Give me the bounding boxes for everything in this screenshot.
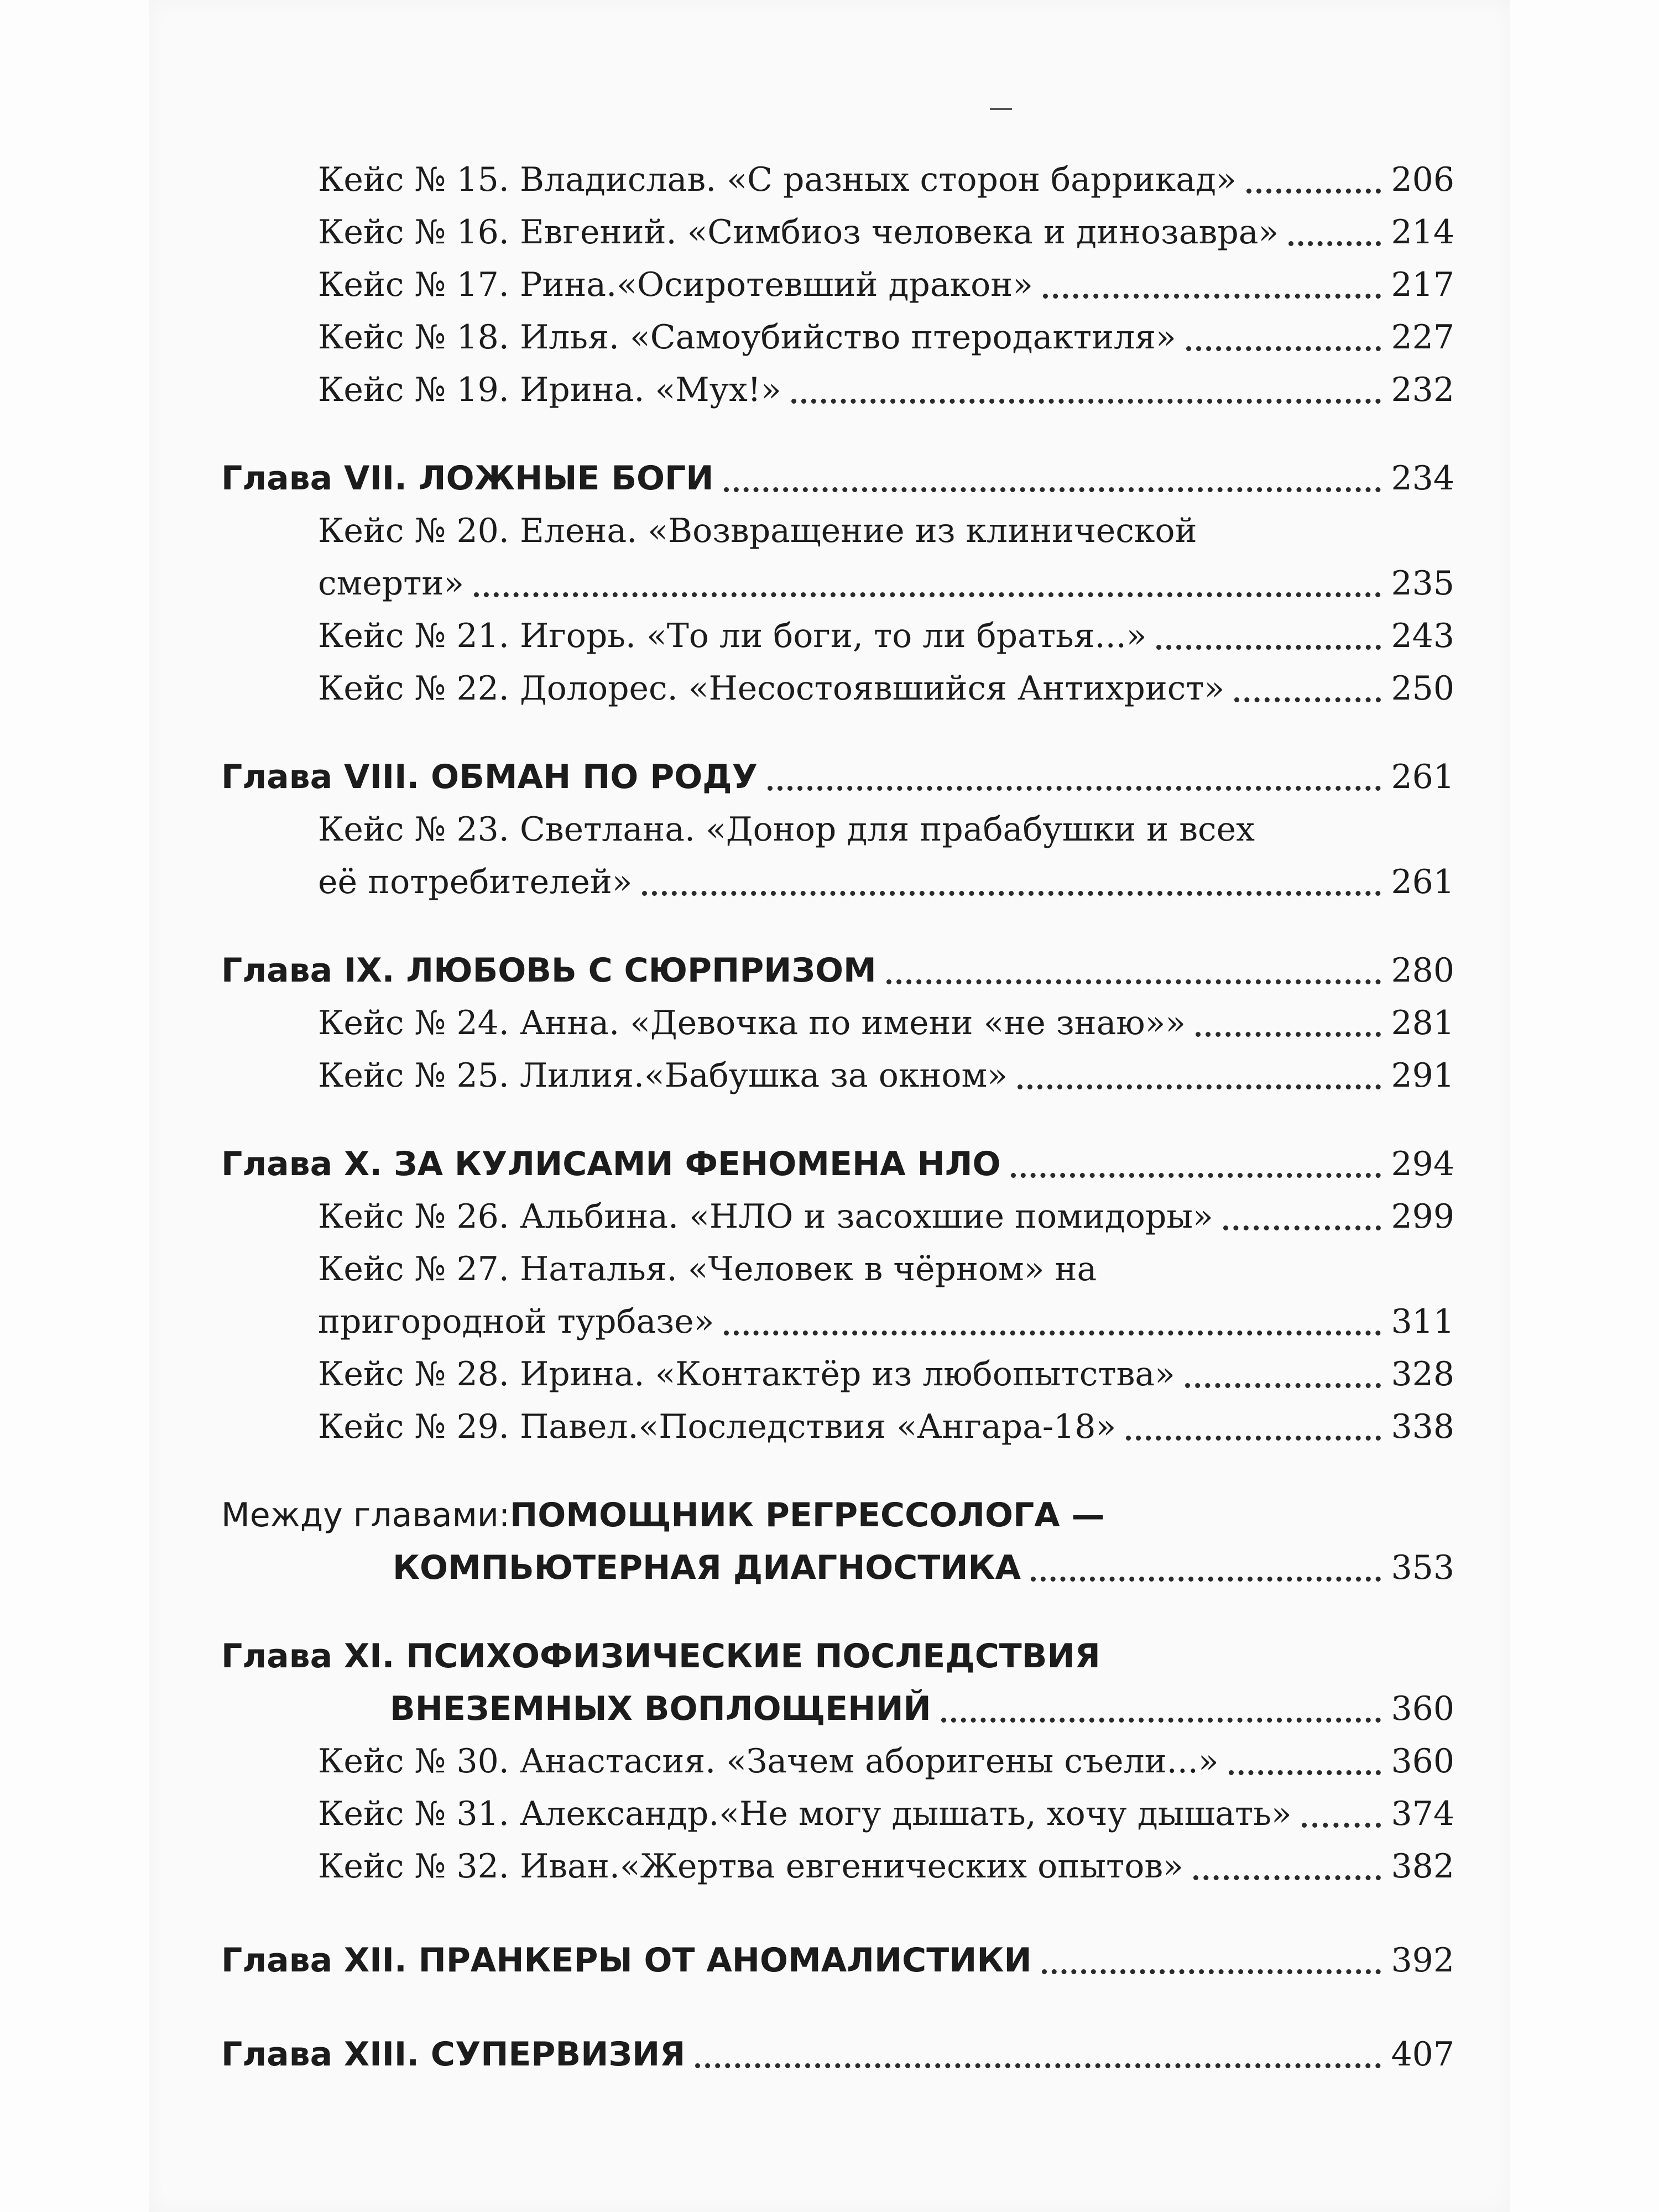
leader-dots xyxy=(1156,641,1381,650)
toc-entry-case-27-cont xyxy=(221,1297,1454,1347)
toc-entry-case-27 xyxy=(221,1244,1454,1294)
leader-dots xyxy=(768,782,1381,791)
toc-entry-case-22 xyxy=(221,664,1454,713)
leader-dots xyxy=(941,1714,1381,1723)
interlude-title: ПОМОЩНИК РЕГРЕССОЛОГА — xyxy=(510,1496,1105,1535)
chapter-title-continued: ВНЕЗЕМНЫХ ВОПЛОЩЕНИЙ xyxy=(390,1689,931,1728)
entry-page: 338 xyxy=(1391,1407,1454,1446)
toc-entry-case-25 xyxy=(221,1051,1454,1100)
entry-page: 250 xyxy=(1391,669,1454,708)
leader-dots xyxy=(474,589,1381,597)
entry-title-continued: её потребителей» xyxy=(318,863,633,901)
entry-page: 328 xyxy=(1391,1355,1454,1394)
leader-dots xyxy=(1031,1573,1381,1582)
leader-dots xyxy=(886,976,1381,984)
leader-dots xyxy=(1043,290,1381,299)
leader-dots xyxy=(1246,185,1381,194)
leader-dots xyxy=(1229,1767,1381,1775)
toc-entry-case-21 xyxy=(221,611,1454,661)
leader-dots xyxy=(724,1327,1381,1335)
leader-dots xyxy=(695,2060,1381,2068)
entry-title: Кейс № 15. Владислав. «С разных сторон баррикад» xyxy=(318,160,1237,199)
entry-title: Кейс № 19. Ирина. «Мух!» xyxy=(318,371,781,409)
entry-page: 291 xyxy=(1391,1056,1454,1095)
leader-dots xyxy=(724,484,1381,492)
entry-page: 234 xyxy=(1391,459,1454,498)
toc-entry-case-18 xyxy=(221,312,1454,362)
chapter-title: Глава XII. ПРАНКЕРЫ ОТ АНОМАЛИСТИКИ xyxy=(221,1941,1032,1980)
entry-page: 299 xyxy=(1391,1197,1454,1236)
entry-page: 360 xyxy=(1391,1742,1454,1781)
leader-dots xyxy=(1302,1819,1381,1828)
chapter-title: Глава X. ЗА КУЛИСАМИ ФЕНОМЕНА НЛО xyxy=(221,1145,1001,1183)
chapter-title: Глава IX. ЛЮБОВЬ С СЮРПРИЗОМ xyxy=(221,951,877,990)
toc-interlude-cont xyxy=(221,1543,1454,1593)
toc-chapter-11 xyxy=(221,1631,1454,1681)
entry-page: 353 xyxy=(1391,1548,1454,1587)
toc-chapter-9 xyxy=(221,946,1454,995)
entry-page: 235 xyxy=(1391,564,1454,603)
entry-page: 280 xyxy=(1391,951,1454,990)
toc-entry-case-23 xyxy=(221,805,1454,854)
entry-page: 243 xyxy=(1391,617,1454,655)
leader-dots xyxy=(1288,238,1381,246)
leader-dots xyxy=(1186,343,1381,351)
entry-title: Кейс № 21. Игорь. «То ли боги, то ли братья...» xyxy=(318,617,1147,655)
toc-entry-case-32 xyxy=(221,1841,1454,1891)
entry-page: 382 xyxy=(1391,1847,1454,1886)
entry-title: Кейс № 30. Анастасия. «Зачем аборигены съели...» xyxy=(318,1742,1219,1781)
entry-title: Кейс № 26. Альбина. «НЛО и засохшие помидоры» xyxy=(318,1197,1213,1236)
entry-title: Кейс № 28. Ирина. «Контактёр из любопытства» xyxy=(318,1355,1175,1394)
toc-entry-case-29 xyxy=(221,1402,1454,1452)
entry-page: 407 xyxy=(1391,2035,1454,2074)
entry-title: Кейс № 27. Наталья. «Человек в чёрном» на xyxy=(318,1250,1097,1288)
leader-dots xyxy=(1196,1029,1381,1037)
entry-page: 294 xyxy=(1391,1145,1454,1183)
leader-dots xyxy=(1042,1966,1381,1974)
toc-entry-case-24 xyxy=(221,998,1454,1048)
toc-entry-case-26 xyxy=(221,1192,1454,1241)
entry-page: 214 xyxy=(1391,213,1454,252)
toc-entry-case-20-cont xyxy=(221,559,1454,608)
entry-title: Кейс № 29. Павел.«Последствия «Ангара-18» xyxy=(318,1407,1117,1446)
entry-page: 227 xyxy=(1391,318,1454,357)
leader-dots xyxy=(642,888,1381,896)
entry-title: Кейс № 22. Долорес. «Несостоявшийся Антихрист» xyxy=(318,669,1225,708)
leader-dots xyxy=(1193,1872,1381,1880)
entry-title: Кейс № 17. Рина.«Осиротевший дракон» xyxy=(318,265,1033,304)
entry-title: Кейс № 20. Елена. «Возвращение из клинической xyxy=(318,512,1197,550)
leader-dots xyxy=(1234,694,1381,702)
page-mark xyxy=(990,108,1012,110)
chapter-title: Глава XI. ПСИХОФИЗИЧЕСКИЕ ПОСЛЕДСТВИЯ xyxy=(221,1637,1100,1676)
toc-chapter-11-cont xyxy=(221,1684,1454,1734)
leader-dots xyxy=(1223,1222,1381,1230)
entry-title: Кейс № 25. Лилия.«Бабушка за окном» xyxy=(318,1056,1008,1095)
entry-title: Кейс № 31. Александр.«Не могу дышать, хочу дышать» xyxy=(318,1794,1292,1833)
entry-page: 261 xyxy=(1391,863,1454,901)
entry-page: 392 xyxy=(1391,1941,1454,1980)
entry-title: Кейс № 23. Светлана. «Донор для прабабушки и всех xyxy=(318,810,1255,849)
entry-title: Кейс № 32. Иван.«Жертва евгенических опытов» xyxy=(318,1847,1183,1886)
entry-page: 261 xyxy=(1391,758,1454,796)
toc-entry-case-20 xyxy=(221,506,1454,556)
leader-dots xyxy=(1185,1380,1381,1388)
toc-chapter-7 xyxy=(221,453,1454,503)
toc-entry-case-19 xyxy=(221,365,1454,415)
interlude-title-continued: КОМПЬЮТЕРНАЯ ДИАГНОСТИКА xyxy=(393,1548,1021,1587)
toc-entry-case-23-cont xyxy=(221,857,1454,907)
entry-page: 206 xyxy=(1391,160,1454,199)
entry-page: 360 xyxy=(1391,1689,1454,1728)
chapter-title: Глава XIII. СУПЕРВИЗИЯ xyxy=(221,2035,686,2074)
entry-page: 232 xyxy=(1391,371,1454,409)
leader-dots xyxy=(1018,1081,1381,1089)
leader-dots xyxy=(1126,1432,1381,1441)
toc-chapter-12 xyxy=(221,1936,1454,1985)
toc-entry-case-17 xyxy=(221,260,1454,310)
toc-entry-case-15 xyxy=(221,155,1454,205)
toc-chapter-10 xyxy=(221,1139,1454,1189)
toc-entry-case-28 xyxy=(221,1349,1454,1399)
entry-title-continued: смерти» xyxy=(318,564,465,603)
interlude-lead: Между главами: xyxy=(221,1496,510,1535)
toc-entry-case-31 xyxy=(221,1789,1454,1839)
entry-page: 374 xyxy=(1391,1794,1454,1833)
entry-title: Кейс № 16. Евгений. «Симбиоз человека и динозавра» xyxy=(318,213,1279,252)
toc-entry-case-16 xyxy=(221,207,1454,257)
toc-interlude xyxy=(221,1490,1454,1540)
chapter-title: Глава VIII. ОБМАН ПО РОДУ xyxy=(221,758,758,796)
leader-dots xyxy=(791,395,1381,404)
entry-title-continued: пригородной турбазе» xyxy=(318,1302,714,1341)
leader-dots xyxy=(1011,1170,1381,1178)
entry-page: 311 xyxy=(1391,1302,1454,1341)
toc-chapter-8 xyxy=(221,752,1454,802)
chapter-title: Глава VII. ЛОЖНЫЕ БОГИ xyxy=(221,459,714,498)
entry-title: Кейс № 18. Илья. «Самоубийство птеродактиля» xyxy=(318,318,1176,357)
toc-entry-case-30 xyxy=(221,1736,1454,1786)
toc-chapter-13 xyxy=(221,2030,1454,2079)
entry-title: Кейс № 24. Анна. «Девочка по имени «не знаю»» xyxy=(318,1004,1186,1042)
entry-page: 217 xyxy=(1391,265,1454,304)
entry-page: 281 xyxy=(1391,1004,1454,1042)
